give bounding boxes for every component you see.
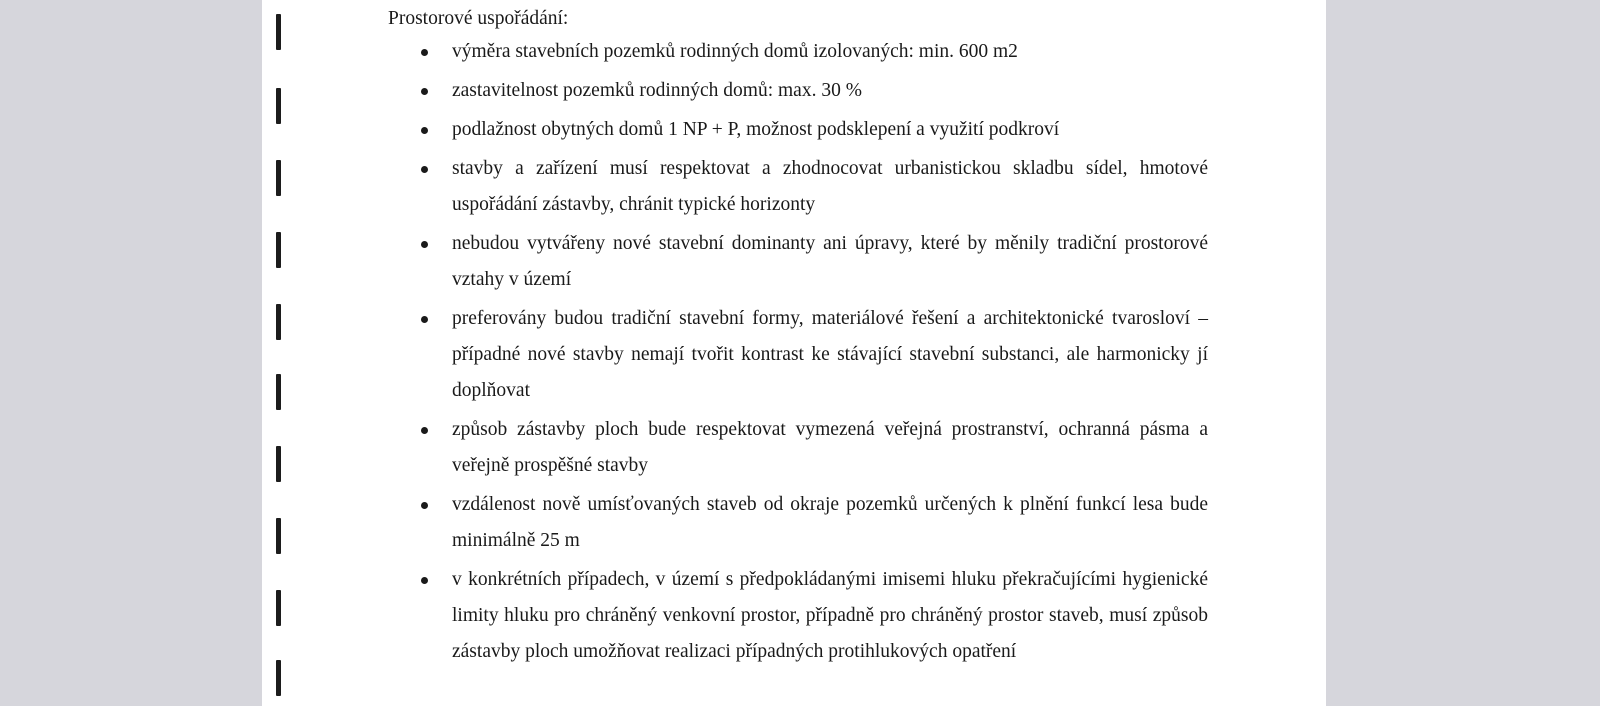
document-page [262, 0, 1326, 706]
bullet-item [388, 151, 1208, 223]
bullet-item [388, 487, 1208, 559]
bullet-text: výměra stavebních pozemků rodinných domů izolovaných: min. 600 m2 [452, 41, 1018, 62]
bullet-text: preferovány budou tradiční stavební formy, materiálové řešení a architektonické tvarosloví – případné nové stavby nemají tvořit kontrast ke stávající stavební substanci, ale harmonicky jí doplňovat [452, 308, 1208, 401]
scan-margin-marks [276, 0, 288, 706]
section-heading: Prostorové uspořádání: [388, 8, 569, 29]
bullet-text: v konkrétních případech, v území s předpokládanými imisemi hluku překračujícími hygienické limity hluku pro chráněný venkovní prostor, případně pro chráněný prostor staveb, musí způsob zástavby ploch umožňovat realizaci případných protihlukových opatření [452, 569, 1208, 662]
scan-margin-mark [276, 160, 281, 196]
scan-margin-mark [276, 660, 281, 696]
bullet-text: podlažnost obytných domů 1 NP + P, možnost podsklepení a využití podkroví [452, 119, 1060, 140]
scan-margin-mark [276, 590, 281, 626]
bullet-text: způsob zástavby ploch bude respektovat vymezená veřejná prostranství, ochranná pásma a veřejně prospěšné stavby [452, 419, 1208, 476]
bullet-item [388, 112, 1208, 148]
scan-margin-mark [276, 14, 281, 50]
bullet-item [388, 412, 1208, 484]
scan-margin-mark [276, 88, 281, 124]
bullet-text: stavby a zařízení musí respektovat a zhodnocovat urbanistickou skladbu sídel, hmotové uspořádání zástavby, chránit typické horizonty [452, 158, 1208, 215]
scan-margin-mark [276, 304, 281, 340]
bullet-item [388, 73, 1208, 109]
bullet-item [388, 226, 1208, 298]
bullet-text: vzdálenost nově umísťovaných staveb od okraje pozemků určených k plnění funkcí lesa bude minimálně 25 m [452, 494, 1208, 551]
bullet-item [388, 562, 1208, 670]
scan-margin-mark [276, 518, 281, 554]
bullet-item [388, 34, 1208, 70]
scan-margin-mark [276, 446, 281, 482]
scan-margin-mark [276, 374, 281, 410]
bullet-list [388, 34, 1208, 670]
document-content [388, 4, 1208, 673]
bullet-text: zastavitelnost pozemků rodinných domů: max. 30 % [452, 80, 862, 101]
bullet-text: nebudou vytvářeny nové stavební dominanty ani úpravy, které by měnily tradiční prostorové vztahy v území [452, 233, 1208, 290]
scan-margin-mark [276, 232, 281, 268]
bullet-item [388, 301, 1208, 409]
